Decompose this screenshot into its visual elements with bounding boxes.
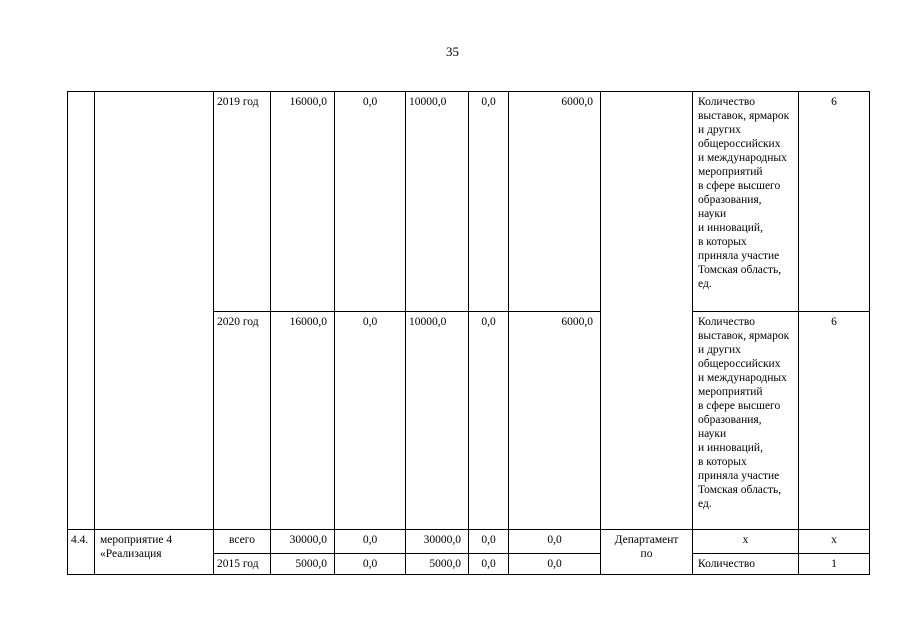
item-number-cell: 4.4. <box>68 530 95 575</box>
indicator-value-cell: 1 <box>799 554 870 575</box>
indicator-value-cell: х <box>799 530 870 554</box>
other-cell: 0,0 <box>509 530 601 554</box>
federal-cell: 0,0 <box>335 554 406 575</box>
year-cell: 2020 год <box>214 312 271 530</box>
page-number: 35 <box>446 44 459 59</box>
year-cell: 2015 год <box>214 554 271 575</box>
year-cell: всего <box>214 530 271 554</box>
program-table <box>67 91 870 575</box>
total-cell: 16000,0 <box>271 92 335 312</box>
indicator-value-cell: 6 <box>799 312 870 530</box>
federal-cell: 0,0 <box>335 530 406 554</box>
total-cell: 16000,0 <box>271 312 335 530</box>
executor-cell: Департамент по <box>601 530 693 575</box>
local-cell: 0,0 <box>469 312 509 530</box>
indicator-cell: х <box>693 530 799 554</box>
total-cell: 30000,0 <box>271 530 335 554</box>
item-name-cell <box>95 92 214 530</box>
regional-cell: 5000,0 <box>406 554 469 575</box>
local-cell: 0,0 <box>469 92 509 312</box>
item-name-cell: мероприятие 4 «Реализация <box>95 530 214 575</box>
local-cell: 0,0 <box>469 530 509 554</box>
indicator-value-cell: 6 <box>799 92 870 312</box>
federal-cell: 0,0 <box>335 312 406 530</box>
regional-cell: 10000,0 <box>406 312 469 530</box>
other-cell: 6000,0 <box>509 312 601 530</box>
table-row <box>68 530 870 554</box>
item-number-cell <box>68 92 95 530</box>
federal-cell: 0,0 <box>335 92 406 312</box>
other-cell: 6000,0 <box>509 92 601 312</box>
regional-cell: 10000,0 <box>406 92 469 312</box>
local-cell: 0,0 <box>469 554 509 575</box>
regional-cell: 30000,0 <box>406 530 469 554</box>
table-row <box>68 92 870 312</box>
other-cell: 0,0 <box>509 554 601 575</box>
indicator-cell: Количество выставок, ярмарок и других общероссийских и международных мероприятий в сфере высшего образования, науки и инноваций, в которых приняла участие Томская область, ед. <box>693 92 799 312</box>
year-cell: 2019 год <box>214 92 271 312</box>
indicator-cell: Количество <box>693 554 799 575</box>
indicator-cell: Количество выставок, ярмарок и других общероссийских и международных мероприятий в сфере высшего образования, науки и инноваций, в которых приняла участие Томская область, ед. <box>693 312 799 530</box>
executor-cell <box>601 92 693 530</box>
total-cell: 5000,0 <box>271 554 335 575</box>
